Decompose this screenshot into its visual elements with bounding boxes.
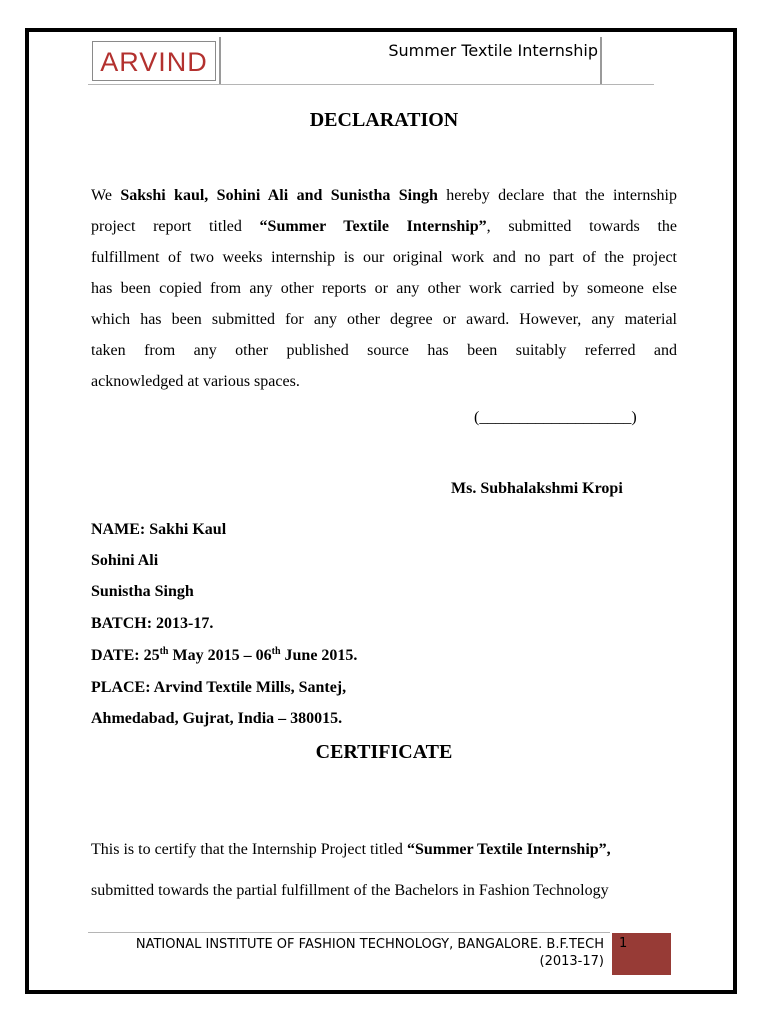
paragraph-line: acknowledged at various spaces.	[91, 373, 300, 390]
footer-institute	[88, 936, 604, 970]
paragraph-line: We Sakshi kaul, Sohini Ali and Sunistha Singh hereby declare that the internship	[91, 187, 678, 204]
paragraph-line: project report titled “Summer Textile Internship”, submitted towards the	[91, 218, 677, 235]
name-line: NAME: Sakhi Kaul	[91, 521, 227, 538]
footer-rule	[88, 932, 610, 933]
address-line: Ahmedabad, Gujrat, India – 380015.	[91, 710, 343, 727]
paragraph-line: which has been submitted for any other degree or award. However, any material	[91, 311, 677, 328]
declaration-paragraph	[91, 180, 677, 397]
header-divider	[600, 37, 602, 84]
date-line: DATE: 25th May 2015 – 06th June 2015.	[91, 646, 358, 664]
page-number-box	[612, 933, 671, 975]
certificate-heading: CERTIFICATE	[315, 741, 453, 763]
certificate-line-2: submitted towards the partial fulfillment of the Bachelors in Fashion Technology	[91, 882, 609, 899]
footer-years: (2013-17)	[539, 954, 604, 969]
arvind-logo	[92, 41, 216, 81]
logo-text: ARVIND	[100, 47, 208, 77]
signature-blank: (___________________)	[474, 409, 637, 426]
batch-line: BATCH: 2013-17.	[91, 615, 214, 632]
paragraph-line: has been copied from any other reports or any other work carried by someone else	[91, 280, 677, 297]
paragraph-line: fulfillment of two weeks internship is our original work and no part of the project	[91, 249, 677, 266]
name-line-2: Sohini Ali	[91, 552, 159, 569]
paragraph-line: taken from any other published source has been suitably referred and	[91, 342, 677, 359]
signatory-name: Ms. Subhalakshmi Kropi	[451, 480, 623, 497]
footer-institute-name: NATIONAL INSTITUTE OF FASHION TECHNOLOGY, BANGALORE. B.F.TECH	[135, 937, 604, 952]
header-title: Summer Textile Internship	[388, 41, 598, 60]
name-line-3: Sunistha Singh	[91, 583, 194, 600]
certificate-line-1: This is to certify that the Internship Project titled “Summer Textile Internship”,	[91, 841, 611, 858]
place-line: PLACE: Arvind Textile Mills, Santej,	[91, 679, 347, 696]
header-logo-cell	[88, 37, 221, 84]
declaration-heading: DECLARATION	[309, 109, 459, 131]
header-rule	[88, 84, 654, 85]
page-number: 1	[619, 936, 628, 951]
